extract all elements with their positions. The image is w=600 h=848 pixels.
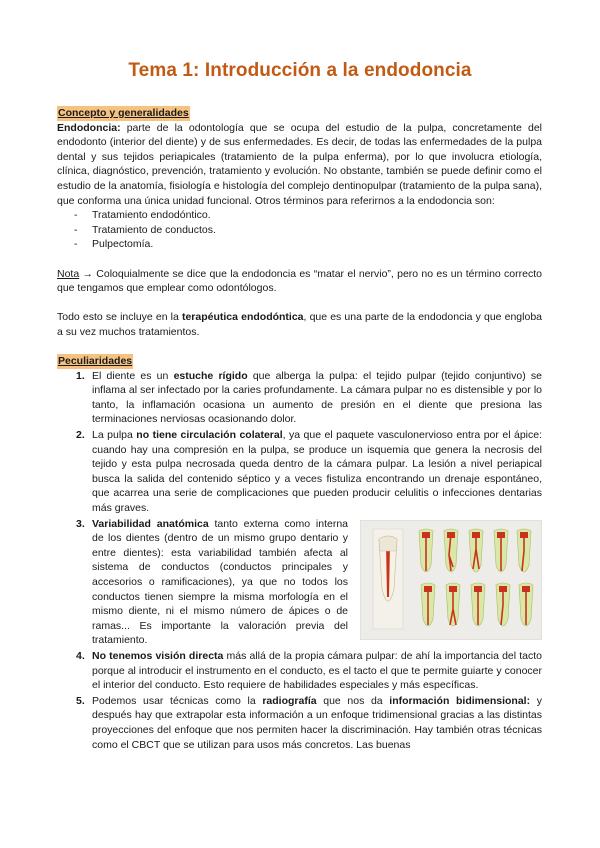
item-text: Podemos usar técnicas como la	[92, 694, 263, 707]
bold-term: información bidimensional:	[389, 694, 531, 707]
bold-term: radiografía	[262, 694, 317, 707]
paragraph-text: Todo esto se incluye en la	[57, 311, 182, 324]
page-title: Tema 1: Introducción a la endodoncia	[128, 60, 472, 81]
note-text: → Coloquialmente se dice que la endodoncia es “matar el nervio”, pero no es un término correcto que tengamos que emplear como odontólogos.	[57, 267, 542, 295]
definition-term: Endodoncia:	[57, 121, 121, 134]
item-text: y después hay que extrapolar esta información a un enfoque tridimensional gracias a las distintas proyecciones del enfoque que nos permiten hacer la discriminación. Hay también otras técnicas como el CBCT que se utilizan para usos más concretos. Las buenas	[92, 694, 542, 751]
item-number: 3.	[76, 517, 85, 530]
list-item	[57, 428, 542, 516]
item-number: 1.	[76, 369, 85, 382]
definition-paragraph	[57, 121, 542, 209]
item-number: 4.	[76, 649, 85, 662]
note-label: Nota	[57, 267, 80, 280]
bold-term: no tiene circulación colateral	[136, 429, 283, 442]
item-text: más allá de la propia cámara pulpar: de ahí la importancia del tacto porque al introducir el instrumento en el conducto, es el tacto el que te permite guiarte y conocer el interior del conducto. Esto requiere de habilidades especiales y más específicas.	[92, 649, 543, 692]
item-number: 2.	[76, 429, 85, 442]
bold-term: No tenemos visión directa	[92, 649, 224, 662]
item-text: tanto externa como interna de los dientes (dentro de un mismo grupo dentario y entre dientes): esta variabilidad también afecta al sistema de conductos (conductos principales y accesorios o ramificaciones), ya que no todos los conductos tienen siempre la misma morfología en el mismo diente, ni el mismo número de ápices o de ramas... Es importante la valoración previa del tratamiento.	[92, 517, 348, 647]
tooth-anatomy-figure	[360, 520, 542, 640]
definition-text: parte de la odontología que se ocupa del estudio de la pulpa, concretamente del endodonto (interior del diente) y de sus enfermedades. Es decir, de todas las enfermedades de la pulpa dental y sus tejidos periapicales (tratamiento de la pulpa enferma), por lo que involucra etiología, clínica, diagnóstico, prevención, tratamiento y evolución. No obstante, también se puede definir como el estudio de la anatomía, fisiología e histología del complejo dentinopulpar (tratamiento de la pulpa sana), que conforma una única unidad funcional. Otros términos para referirnos a la endodoncia son:	[57, 121, 542, 207]
paragraph-text: , que es una parte de la endodoncia y que engloba a su vez muchos tratamientos.	[57, 311, 542, 338]
tooth-anatomy-illustration	[361, 521, 541, 639]
item-text: que alberga la pulpa: el tejido pulpar (tejido conjuntivo) se inflama al ser infectado por la caries profundamente. La cámara pulpar no es distensible y por lo tanto, la inflamación ocasiona un aumento de presión en el diente que presiona las terminaciones nerviosas ocasionando dolor.	[92, 369, 542, 426]
list-item	[57, 649, 542, 693]
therapeutic-paragraph	[57, 310, 542, 339]
list-item	[57, 369, 542, 427]
list-item	[57, 517, 542, 648]
bold-term: terapéutica endodóntica	[181, 311, 304, 324]
peculiarities-list	[57, 369, 542, 752]
bold-term: estuche rígido	[173, 369, 248, 382]
item-text: , ya que el paquete vasculonervioso entra por el ápice: cuando hay una compresión en la pulpa, se produce un isquemia que genera la necrosis del tejido y esta pulpa necrosada queda dentro de la cámara pulpar. La lesión a nivel periapical busca la salida del contenido séptico y a veces fistuliza encontrando un drenaje espontáneo, que acarrea una serie de complicaciones que pueden producir celulitis o infecciones dentarias más graves.	[92, 429, 542, 515]
note-paragraph	[57, 267, 542, 296]
list-item: - Pulpectomía.	[57, 237, 542, 252]
bold-term: Variabilidad anatómica	[92, 517, 209, 530]
item-text: La pulpa	[92, 429, 137, 442]
list-item	[57, 694, 542, 752]
item-number: 5.	[76, 694, 85, 707]
item-text: El diente es un	[92, 369, 174, 382]
section-heading-peculiaridades: Peculiaridades	[58, 355, 133, 368]
terms-list	[57, 208, 542, 252]
item-text: que nos da	[316, 694, 390, 707]
document-body	[57, 106, 542, 753]
list-item: - Tratamiento de conductos.	[57, 223, 542, 238]
list-item: - Tratamiento endodóntico.	[57, 208, 542, 223]
section-heading-concepto: Concepto y generalidades	[58, 107, 189, 119]
